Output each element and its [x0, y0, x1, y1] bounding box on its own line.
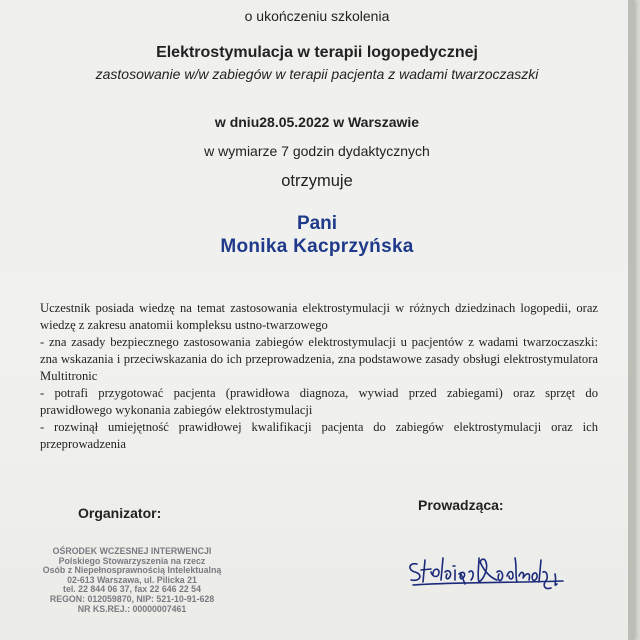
body-line: prawidłowego wykonania zabiegów elektrostymulacji [40, 403, 313, 417]
stamp-line: OŚRODEK WCZESNEJ INTERWENCJI [52, 546, 212, 556]
body-line: Uczestnik posiada wiedzę na temat zastosowania elektrostymulacji w różnych dziedzinach logopedii, oraz [40, 301, 598, 315]
course-title: Elektrostymulacja w terapii logopedycznej [156, 44, 478, 61]
course-subtitle: zastosowanie w/w zabiegów w terapii pacjenta z wadami twarzoczaszki [95, 66, 539, 82]
date-place: w dniu28.05.2022 w Warszawie [214, 114, 420, 130]
organization-stamp [32, 547, 232, 614]
hours-line: w wymiarze 7 godzin dydaktycznych [204, 143, 430, 159]
recipient-name: Monika Kacprzyńska [220, 236, 414, 257]
recipient-salutation: Pani [296, 213, 338, 234]
body-line: zna wskazania i przeciwskazania do ich przeprowadzenia, zna podstawowe zasady obsługi elektrostymulatora [40, 352, 598, 366]
body-line: Multitronic [40, 369, 98, 383]
body-line: wiedzę z zakresu anatomii kompleksu ustno-twarzowego [40, 318, 328, 332]
stamp-line: NR KS.REJ.: 00000007461 [77, 603, 187, 614]
competencies-text [40, 300, 598, 453]
stamp-line: 02-613 Warszawa, ul. Pilicka 21 [67, 574, 197, 585]
lead-label: Prowadząca: [418, 497, 504, 513]
stamp-line: Osób z Niepełnosprawnością Intelektualną [42, 565, 222, 576]
body-line: - zna zasady bezpiecznego zastosowania zabiegów elektrostymulacji u pacjentów z wadami twarzoczaszki: [40, 335, 598, 349]
handwritten-signature [405, 552, 570, 592]
body-line: - potrafi przygotować pacjenta (prawidłowa diagnoza, wywiad przed zabiegami) oraz sprzęt do [40, 386, 598, 400]
stamp-line: tel. 22 844 06 37, fax 22 646 22 54 [63, 584, 201, 595]
organizer-label: Organizator: [78, 505, 162, 521]
body-line: przeprowadzenia [40, 437, 127, 451]
stamp-line: REGON: 012059870, NIP: 521-10-91-628 [49, 593, 215, 604]
receives-line: otrzymuje [281, 172, 353, 190]
stamp-line: Polskiego Stowarzyszenia na rzecz [58, 555, 206, 566]
page-edge [628, 0, 634, 640]
certificate-heading: o ukończeniu szkolenia [244, 8, 390, 24]
body-line: - rozwinął umiejętność prawidłowej kwalifikacji pacjenta do zabiegów elektrostymulacji oraz ich [40, 420, 598, 434]
